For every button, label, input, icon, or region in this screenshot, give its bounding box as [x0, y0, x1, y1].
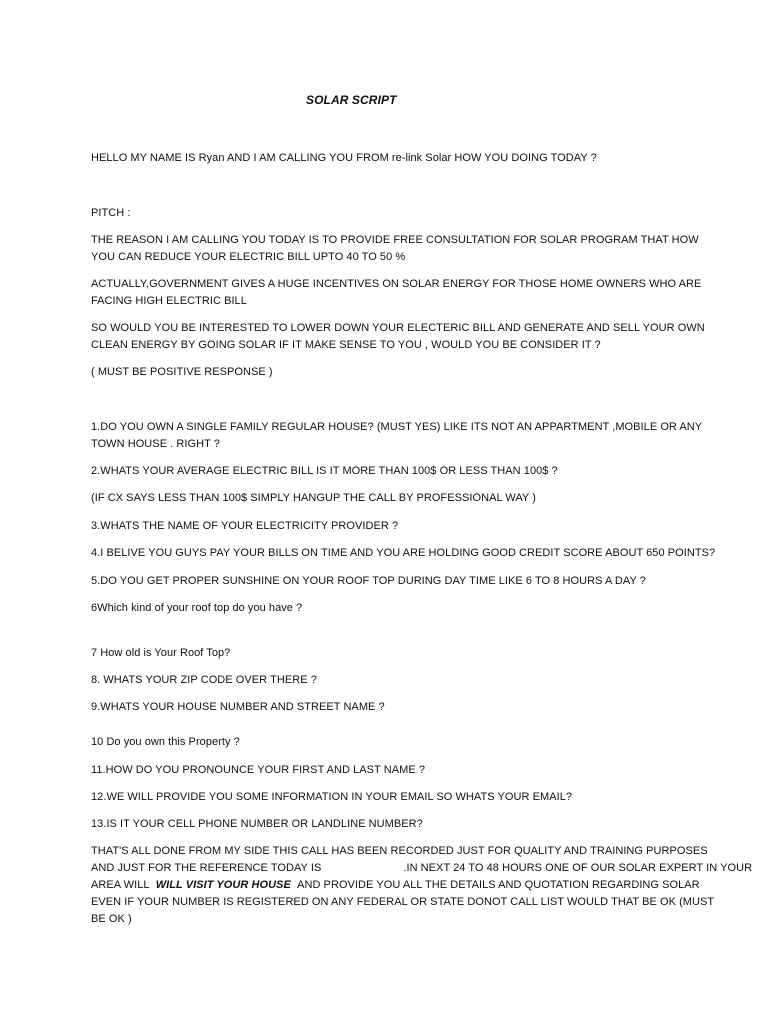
closing-line-3-end: AND PROVIDE YOU ALL THE DETAILS AND QUOTATION REGARDING SOLAR — [297, 879, 700, 891]
question-12: 12.WE WILL PROVIDE YOU SOME INFORMATION IN YOUR EMAIL SO WHATS YOUR EMAIL? — [91, 791, 573, 803]
question-2-note: (IF CX SAYS LESS THAN 100$ SIMPLY HANGUP THE CALL BY PROFESSIONAL WAY ) — [91, 492, 536, 504]
closing-line-1: THAT'S ALL DONE FROM MY SIDE THIS CALL HAS BEEN RECORDED JUST FOR QUALITY AND TRAINING PURPOSES — [91, 845, 708, 857]
pitch-paragraph-1-line-2: YOU CAN REDUCE YOUR ELECTRIC BILL UPTO 40 TO 50 % — [91, 251, 406, 263]
question-9: 9.WHATS YOUR HOUSE NUMBER AND STREET NAME ? — [91, 701, 385, 713]
question-13: 13.IS IT YOUR CELL PHONE NUMBER OR LANDLINE NUMBER? — [91, 818, 423, 830]
pitch-paragraph-2-line-2: FACING HIGH ELECTRIC BILL — [91, 295, 247, 307]
question-8: 8. WHATS YOUR ZIP CODE OVER THERE ? — [91, 674, 317, 686]
closing-line-2-start: AND JUST FOR THE REFERENCE TODAY IS — [91, 862, 322, 874]
question-4: 4.I BELIVE YOU GUYS PAY YOUR BILLS ON TIME AND YOU ARE HOLDING GOOD CREDIT SCORE ABOUT 650 POINTS? — [91, 547, 716, 559]
question-1-line-2: TOWN HOUSE . RIGHT ? — [91, 438, 220, 450]
pitch-paragraph-3-line-2: CLEAN ENERGY BY GOING SOLAR IF IT MAKE SENSE TO YOU , WOULD YOU BE CONSIDER IT ? — [91, 339, 601, 351]
closing-line-5: BE OK ) — [91, 913, 132, 925]
page-title: SOLAR SCRIPT — [306, 93, 397, 107]
question-2: 2.WHATS YOUR AVERAGE ELECTRIC BILL IS IT MORE THAN 100$ OR LESS THAN 100$ ? — [91, 465, 558, 477]
pitch-label: PITCH : — [91, 207, 131, 219]
question-5: 5.DO YOU GET PROPER SUNSHINE ON YOUR ROOF TOP DURING DAY TIME LIKE 6 TO 8 HOURS A DAY ? — [91, 575, 646, 587]
question-11: 11.HOW DO YOU PRONOUNCE YOUR FIRST AND LAST NAME ? — [91, 764, 425, 776]
question-7: 7 How old is Your Roof Top? — [91, 647, 231, 659]
closing-line-2 — [91, 860, 752, 877]
question-10: 10 Do you own this Property ? — [91, 736, 240, 748]
closing-line-3 — [91, 877, 700, 894]
pitch-paragraph-3-line-1: SO WOULD YOU BE INTERESTED TO LOWER DOWN YOUR ELECTERIC BILL AND GENERATE AND SELL YOUR OWN — [91, 322, 705, 334]
question-1-line-1: 1.DO YOU OWN A SINGLE FAMILY REGULAR HOUSE? (MUST YES) LIKE ITS NOT AN APPARTMENT ,MOBILE OR ANY — [91, 421, 703, 433]
pitch-paragraph-2-line-1: ACTUALLY,GOVERNMENT GIVES A HUGE INCENTIVES ON SOLAR ENERGY FOR THOSE HOME OWNERS WHO ARE — [91, 278, 702, 290]
closing-line-3-start: AREA WILL — [91, 879, 150, 891]
closing-line-4: EVEN IF YOUR NUMBER IS REGISTERED ON ANY FEDERAL OR STATE DONOT CALL LIST WOULD THAT BE OK (MUST — [91, 896, 715, 908]
greeting-line: HELLO MY NAME IS Ryan AND I AM CALLING YOU FROM re-link Solar HOW YOU DOING TODAY ? — [91, 152, 597, 164]
visit-house-emphasis: WILL VISIT YOUR HOUSE — [155, 879, 291, 891]
pitch-paragraph-1-line-1: THE REASON I AM CALLING YOU TODAY IS TO PROVIDE FREE CONSULTATION FOR SOLAR PROGRAM THAT HOW — [91, 234, 699, 246]
question-6: 6Which kind of your roof top do you have ? — [91, 602, 303, 614]
closing-line-2-end: .IN NEXT 24 TO 48 HOURS ONE OF OUR SOLAR EXPERT IN YOUR — [403, 862, 753, 874]
question-3: 3.WHATS THE NAME OF YOUR ELECTRICITY PROVIDER ? — [91, 520, 399, 532]
positive-response-note: ( MUST BE POSITIVE RESPONSE ) — [91, 366, 273, 378]
